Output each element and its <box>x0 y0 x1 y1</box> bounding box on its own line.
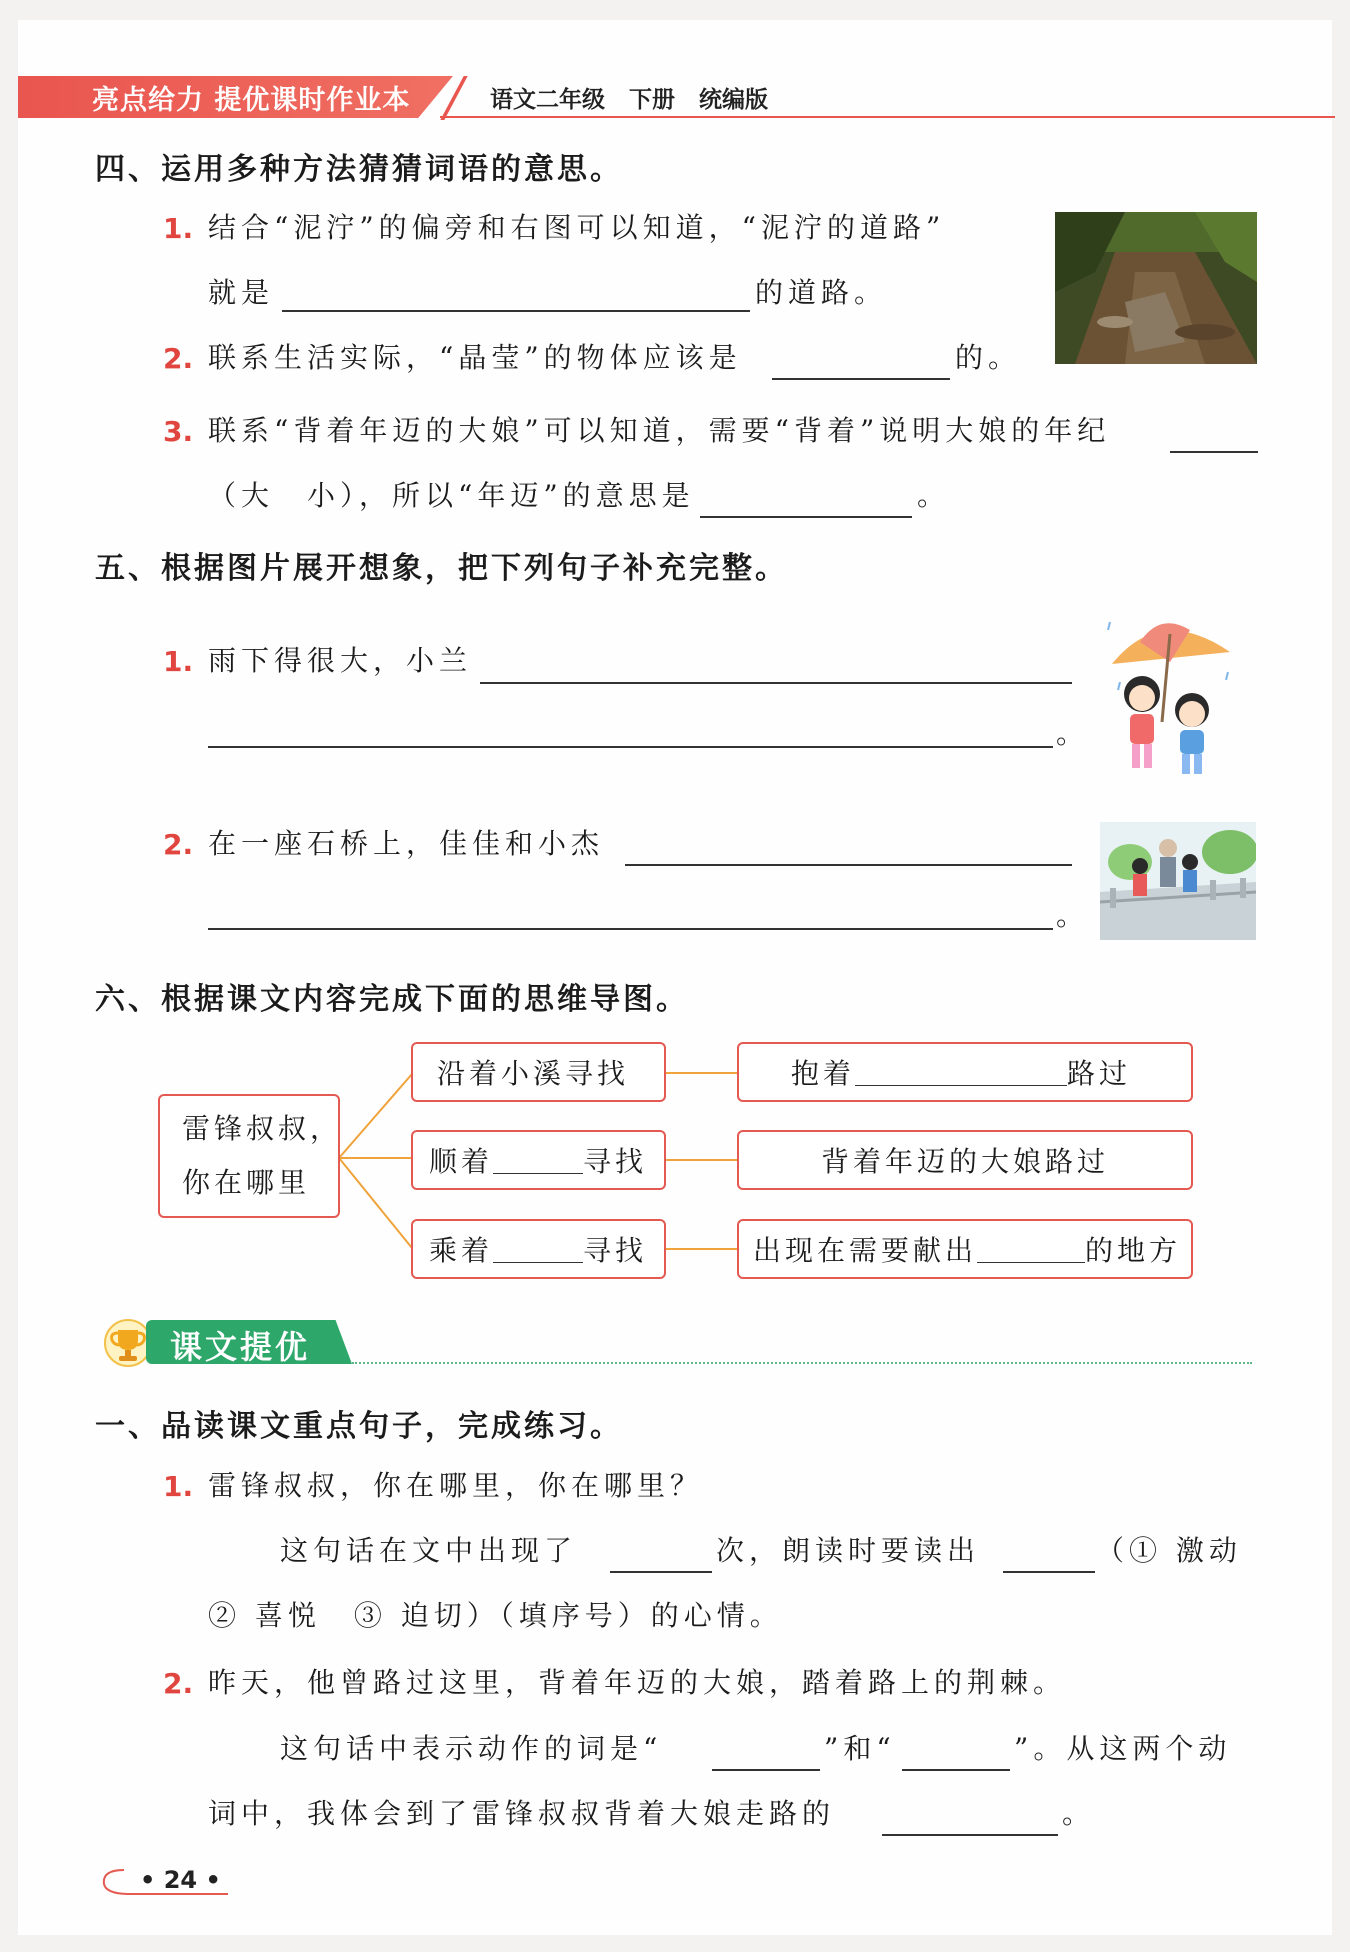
q4-1-answer-line[interactable] <box>282 310 750 312</box>
p2-q2-line1-a: 这句话中表示动作的词是“ <box>280 1732 663 1765</box>
mindmap-left-box-2 <box>411 1130 666 1190</box>
mindmap-right-box-1 <box>737 1042 1193 1102</box>
p2-q1-line1-a: 这句话在文中出现了 <box>280 1534 578 1567</box>
p2-q1-line1-c: （① 激动 <box>1096 1534 1242 1567</box>
q4-2-end: 的。 <box>955 341 1022 374</box>
p2-q1-sentence: 雷锋叔叔，你在哪里，你在哪里？ <box>208 1469 704 1502</box>
header-rule <box>440 116 1335 118</box>
mindmap-right-3-end: 的地方 <box>1085 1234 1182 1267</box>
section-6-title: 六、根据课文内容完成下面的思维导图。 <box>95 982 689 1017</box>
mindmap-left-box-3 <box>411 1219 666 1279</box>
mindmap-right-1-end: 路过 <box>1067 1057 1132 1090</box>
q5-2-end: 。 <box>1056 899 1090 932</box>
mindmap-center-line2: 你在哪里 <box>182 1166 311 1199</box>
q4-1-number: 1. <box>163 212 194 245</box>
mindmap-left-3-end: 寻找 <box>583 1234 648 1267</box>
p2-q1-number: 1. <box>163 1470 194 1503</box>
mindmap-center-box <box>158 1094 343 1218</box>
stone-bridge-illustration <box>1100 822 1256 940</box>
q5-2-number: 2. <box>163 828 194 861</box>
q5-2-answer-line-2[interactable] <box>208 928 1053 930</box>
mindmap-left-3-start: 乘着 <box>429 1234 494 1267</box>
q5-1-number: 1. <box>163 645 194 678</box>
section-4-title: 四、运用多种方法猜猜词语的意思。 <box>95 152 623 187</box>
header-brand: 亮点给力 提优课时作业本 <box>92 85 411 116</box>
p2-q2-sentence: 昨天，他曾路过这里，背着年迈的大娘，踏着路上的荆棘。 <box>208 1666 1067 1699</box>
q4-3-meaning-answer-line[interactable] <box>700 516 912 518</box>
p2-q2-line2-b: 。 <box>1062 1797 1096 1830</box>
mindmap-right-box-2 <box>737 1130 1193 1190</box>
mindmap-right-1-start: 抱着 <box>791 1057 856 1090</box>
mindmap-right-3-blank[interactable] <box>977 1236 1085 1263</box>
q4-1-line2-start: 就是 <box>208 276 275 309</box>
mindmap-left-1-text: 沿着小溪寻找 <box>437 1057 630 1090</box>
p2-q2-line2-a: 词中，我体会到了雷锋叔叔背着大娘走路的 <box>208 1797 836 1830</box>
p2-q2-manner-answer-line[interactable] <box>882 1834 1058 1836</box>
banner-dotted-rule <box>352 1362 1252 1364</box>
q4-2-answer-line[interactable] <box>772 378 950 380</box>
section-banner-title: 课文提优 <box>170 1328 311 1366</box>
mindmap-center-line1: 雷锋叔叔， <box>182 1112 343 1145</box>
umbrella-kids-illustration <box>1100 612 1240 782</box>
p2-q1-feeling-answer-line[interactable] <box>1003 1571 1095 1573</box>
p2-q2-line1-b: ”和“ <box>824 1732 896 1765</box>
p2-q1-line2: ② 喜悦 ③ 迫切）（填序号）的心情。 <box>208 1599 783 1632</box>
p2-q2-verb2-answer-line[interactable] <box>902 1769 1010 1771</box>
q4-3-end: 。 <box>917 479 951 512</box>
q5-1-text: 雨下得很大，小兰 <box>208 644 473 677</box>
mindmap-connector-2 <box>664 1159 739 1161</box>
mindmap-right-box-3 <box>737 1219 1193 1279</box>
mindmap-left-2-blank[interactable] <box>493 1147 583 1174</box>
q4-1-line2-end: 的道路。 <box>755 276 888 309</box>
mindmap-right-1-blank[interactable] <box>855 1059 1067 1086</box>
part2-title: 一、品读课文重点句子，完成练习。 <box>95 1409 623 1444</box>
p2-q1-count-answer-line[interactable] <box>610 1571 712 1573</box>
mindmap-connector-3 <box>664 1248 739 1250</box>
mindmap-left-2-end: 寻找 <box>583 1145 648 1178</box>
mindmap-right-2-text: 背着年迈的大娘路过 <box>820 1145 1109 1178</box>
mindmap-left-2-start: 顺着 <box>429 1145 494 1178</box>
q4-3-age-answer-line[interactable] <box>1170 451 1258 453</box>
q5-1-answer-line-1[interactable] <box>480 682 1072 684</box>
mindmap-left-3-blank[interactable] <box>493 1236 583 1263</box>
q4-3-line1: 联系“背着年迈的大娘”可以知道，需要“背着”说明大娘的年纪 <box>208 414 1111 447</box>
section-5-title: 五、根据图片展开想象，把下列句子补充完整。 <box>95 551 788 586</box>
muddy-road-photo <box>1055 212 1257 364</box>
mindmap-branch-connector <box>337 1040 417 1260</box>
header-subtitle: 语文二年级 下册 统编版 <box>490 87 769 113</box>
q5-1-answer-line-2[interactable] <box>208 746 1053 748</box>
q4-3-number: 3. <box>163 415 194 448</box>
page-number: • 24 • <box>140 1866 221 1894</box>
mindmap-right-3-start: 出现在需要献出 <box>753 1234 978 1267</box>
q5-2-text: 在一座石桥上，佳佳和小杰 <box>208 827 605 860</box>
mindmap-connector-1 <box>664 1072 739 1074</box>
q4-3-line2: （大 小），所以“年迈”的意思是 <box>208 479 695 512</box>
q4-2-number: 2. <box>163 342 194 375</box>
p2-q2-line1-c: ”。从这两个动 <box>1014 1732 1232 1765</box>
mindmap-left-box-1 <box>411 1042 666 1102</box>
p2-q2-verb1-answer-line[interactable] <box>712 1769 820 1771</box>
p2-q2-number: 2. <box>163 1667 194 1700</box>
q5-2-answer-line-1[interactable] <box>625 864 1072 866</box>
q5-1-end: 。 <box>1056 717 1090 750</box>
q4-2-text: 联系生活实际，“晶莹”的物体应该是 <box>208 341 742 374</box>
p2-q1-line1-b: 次，朗读时要读出 <box>716 1534 981 1567</box>
q4-1-line1: 结合“泥泞”的偏旁和右图可以知道，“泥泞的道路” <box>208 211 946 244</box>
